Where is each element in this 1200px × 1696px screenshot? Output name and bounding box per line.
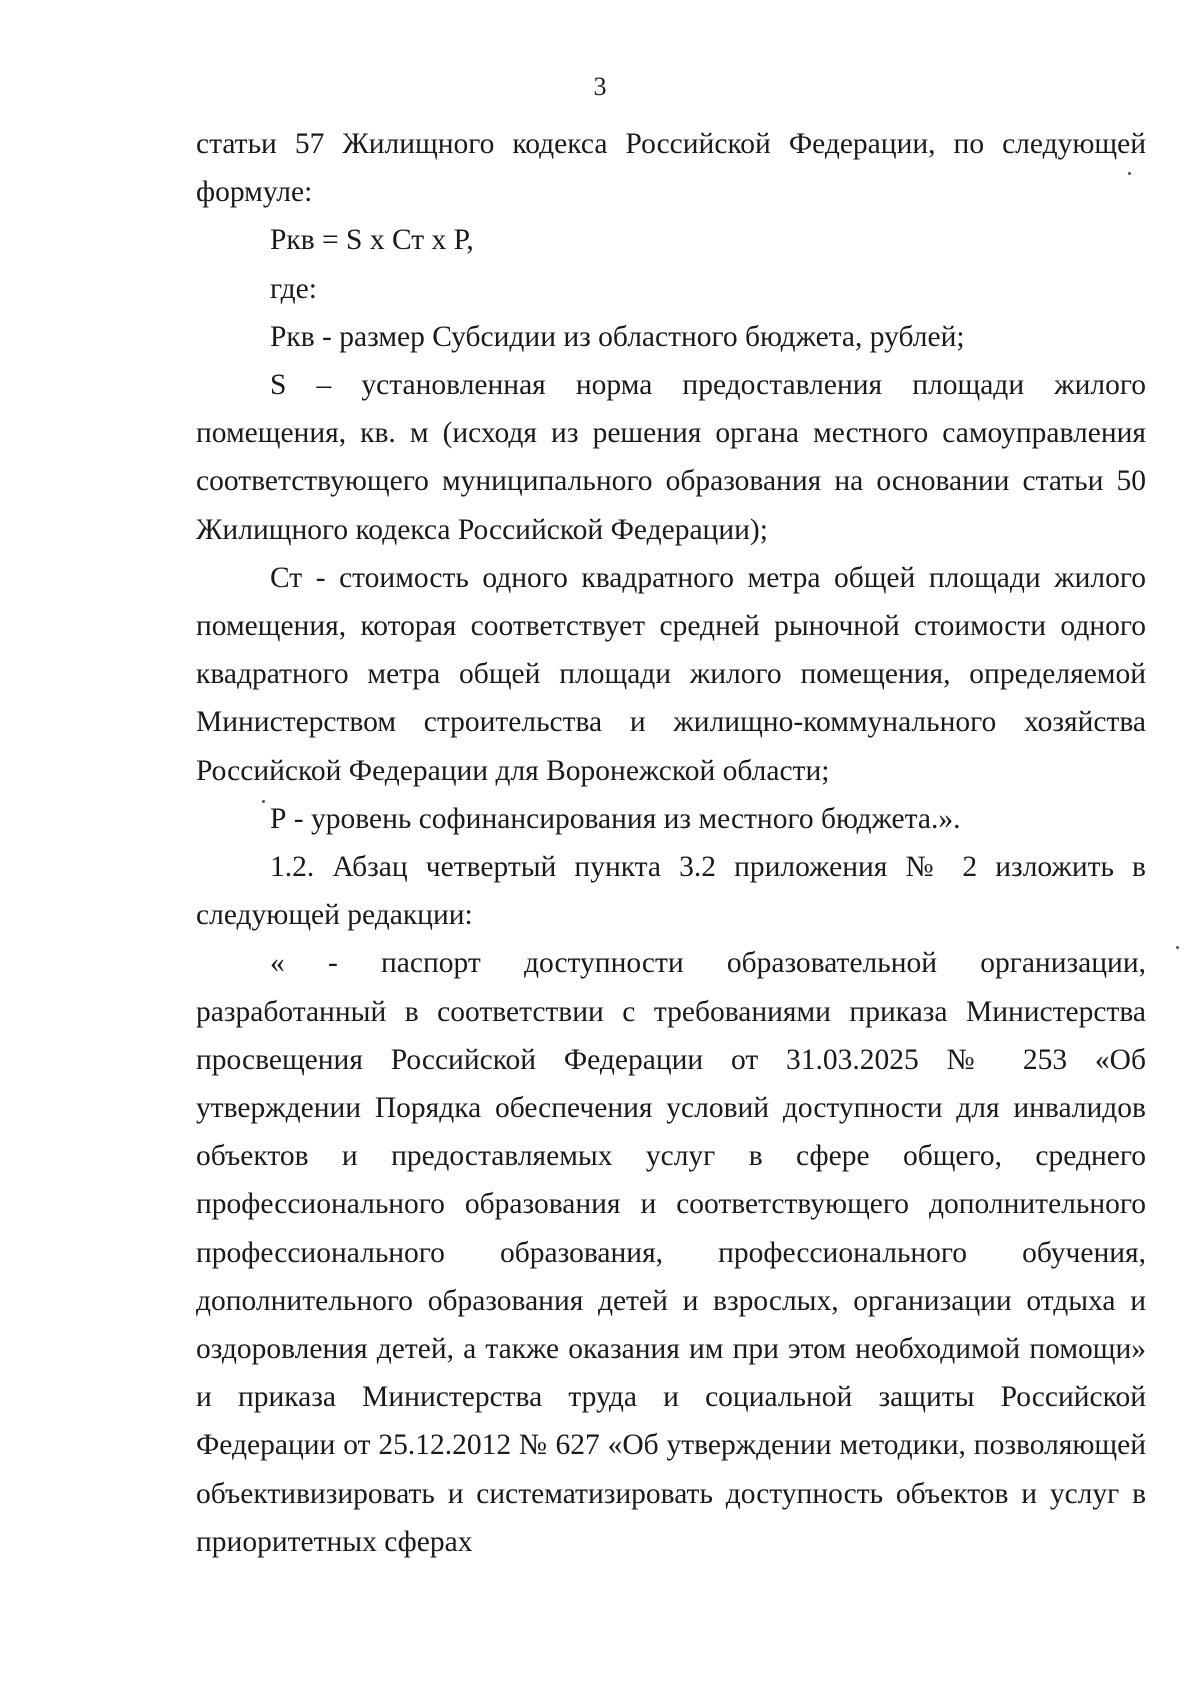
paragraph-formula-intro: статьи 57 Жилищного кодекса Российской Федерации, по следующей формуле:: [196, 128, 1146, 209]
paragraph-rkv-definition: Ркв - размер Субсидии из областного бюджета, рублей;: [270, 320, 965, 353]
paragraph-accessibility-passport: « - паспорт доступности образовательной организации, разработанный в соответствии с требованиями приказа Министерства просвещения Российской Федерации от 31.03.2025 № 253 «Об утверждении Порядка обеспечения условий доступности для инвалидов объектов и предоставляемых услуг в сфере общего, среднего профессионального образования и соответствующего дополнительного профессионального образования, профессионального обучения, дополнительного образования детей и взрослых, организации отдыха и оздоровления детей, а также оказания им при этом необходимой помощи» и приказа Министерства труда и социальной защиты Российской Федерации от 25.12.2012 № 627 «Об утверждении методики, позволяющей объективизировать и систематизировать доступность объектов и услуг в приоритетных сферах: [196, 947, 1146, 1558]
scan-speck: [1128, 172, 1131, 175]
page-number: 3: [593, 72, 607, 101]
paragraph-st-definition: Ст - стоимость одного квадратного метра общей площади жилого помещения, которая соответствует средней рыночной стоимости одного квадратного метра общей площади жилого помещения, определяемой Министерством строительства и жилищно-коммунального хозяйства Российской Федерации для Воронежской области;: [196, 561, 1146, 787]
paragraph-where: где:: [270, 272, 317, 305]
paragraph-s-definition: S – установленная норма предоставления площади жилого помещения, кв. м (исходя из решения органа местного самоуправления соответствующего муниципального образования на основании статьи 50 Жилищного кодекса Российской Федерации);: [196, 369, 1146, 546]
paragraph-formula: Ркв = S x Ст x Р,: [270, 224, 474, 257]
scan-speck: [262, 800, 265, 803]
document-body: [196, 120, 1146, 1566]
paragraph-r-definition: Р - уровень софинансирования из местного бюджета.».: [270, 802, 961, 835]
scan-speck: [1176, 946, 1179, 949]
paragraph-amendment-1-2: 1.2. Абзац четвертый пункта 3.2 приложения № 2 изложить в следующей редакции:: [196, 851, 1146, 932]
